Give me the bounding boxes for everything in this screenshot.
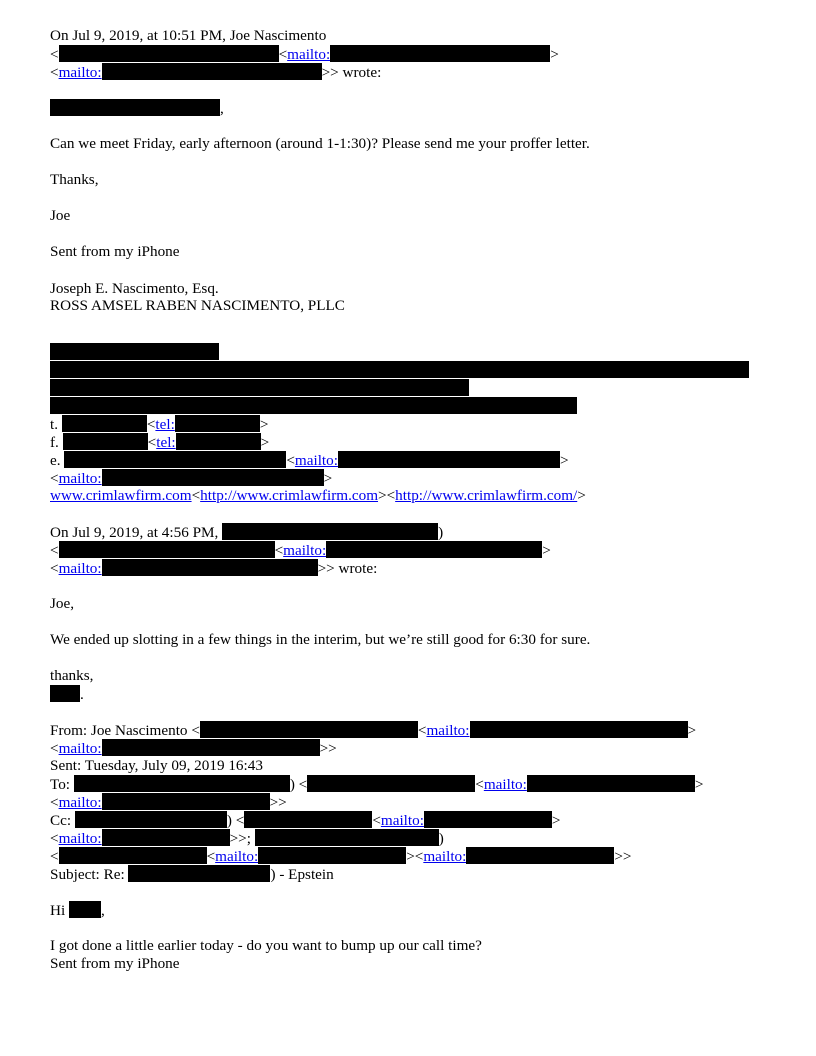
redaction bbox=[50, 379, 469, 396]
website-link[interactable]: http://www.crimlawfirm.com/ bbox=[395, 487, 578, 504]
mailto-link[interactable]: mailto: bbox=[58, 794, 102, 811]
redaction bbox=[128, 865, 270, 882]
redaction bbox=[102, 829, 230, 846]
email-from: From: Joe Nascimento < <mailto: > bbox=[50, 722, 697, 739]
tel-link[interactable]: tel: bbox=[155, 416, 175, 433]
redaction bbox=[50, 343, 219, 360]
redaction bbox=[244, 811, 372, 828]
sign-off: Thanks, bbox=[50, 171, 99, 188]
email-cc: <mailto: >>; ) bbox=[50, 830, 444, 847]
redaction bbox=[222, 523, 438, 540]
redaction bbox=[338, 451, 560, 468]
signature-email: <mailto: > bbox=[50, 470, 333, 487]
mailto-link[interactable]: mailto: bbox=[294, 452, 338, 469]
body-text: Can we meet Friday, early afternoon (around 1-1:30)? Please send me your proffer letter. bbox=[50, 135, 590, 152]
sent-from: Sent from my iPhone bbox=[50, 243, 180, 260]
mailto-link[interactable]: mailto: bbox=[58, 64, 102, 81]
redaction bbox=[527, 775, 695, 792]
redaction bbox=[470, 721, 688, 738]
redaction bbox=[176, 433, 261, 450]
redaction bbox=[200, 721, 418, 738]
signature-email: e. <mailto: > bbox=[50, 452, 569, 469]
mailto-link[interactable]: mailto: bbox=[58, 560, 102, 577]
mailto-link[interactable]: mailto: bbox=[58, 830, 102, 847]
signature-tel: t. <tel: > bbox=[50, 416, 269, 433]
redaction bbox=[102, 63, 322, 80]
email-from: <mailto: >> bbox=[50, 740, 337, 757]
mailto-link[interactable]: mailto: bbox=[380, 812, 424, 829]
redaction bbox=[59, 541, 275, 558]
redaction bbox=[102, 739, 320, 756]
redaction bbox=[424, 811, 552, 828]
mailto-link[interactable]: mailto: bbox=[58, 470, 102, 487]
redaction bbox=[102, 469, 324, 486]
redaction bbox=[102, 559, 318, 576]
redaction bbox=[50, 361, 749, 378]
redaction bbox=[258, 847, 406, 864]
greeting: Joe, bbox=[50, 595, 75, 612]
mailto-link[interactable]: mailto: bbox=[287, 46, 331, 63]
redaction bbox=[330, 45, 550, 62]
redaction bbox=[59, 45, 279, 62]
sender-initials: . bbox=[50, 685, 84, 703]
email-to: <mailto: >> bbox=[50, 794, 287, 811]
email-to: To: ) < <mailto: > bbox=[50, 776, 704, 793]
redaction bbox=[63, 433, 148, 450]
sign-off: thanks, bbox=[50, 667, 94, 684]
redaction bbox=[74, 775, 290, 792]
redaction bbox=[326, 541, 542, 558]
email-header-line: < <mailto: > bbox=[50, 46, 559, 63]
email-header-line: On Jul 9, 2019, at 10:51 PM, Joe Nascimento bbox=[50, 27, 327, 44]
email-header-line: <mailto: >> wrote: bbox=[50, 64, 382, 81]
signature-fax: f. <tel: > bbox=[50, 434, 270, 451]
signature-firm: ROSS AMSEL RABEN NASCIMENTO, PLLC bbox=[50, 297, 345, 314]
email-cc: < <mailto: ><mailto: >> bbox=[50, 848, 632, 865]
sender-name: Joe bbox=[50, 207, 71, 224]
mailto-link[interactable]: mailto: bbox=[215, 848, 259, 865]
signature-website: www.crimlawfirm.com<http://www.crimlawfirm.com><http://www.crimlawfirm.com/> bbox=[50, 487, 586, 504]
redaction bbox=[102, 793, 270, 810]
redaction bbox=[466, 847, 614, 864]
email-sent: Sent: Tuesday, July 09, 2019 16:43 bbox=[50, 757, 263, 774]
email-header-line: < <mailto: > bbox=[50, 542, 551, 559]
redaction bbox=[255, 829, 439, 846]
redaction bbox=[69, 901, 101, 918]
redaction bbox=[59, 847, 207, 864]
greeting: Hi , bbox=[50, 902, 105, 919]
redaction bbox=[307, 775, 475, 792]
tel-link[interactable]: tel: bbox=[156, 434, 176, 451]
redaction bbox=[64, 451, 286, 468]
redaction bbox=[50, 99, 220, 116]
email-subject: Subject: Re: ) - Epstein bbox=[50, 866, 334, 883]
email-header-line: <mailto: >> wrote: bbox=[50, 560, 378, 577]
mailto-link[interactable]: mailto: bbox=[283, 542, 327, 559]
sent-from: Sent from my iPhone bbox=[50, 955, 180, 972]
email-cc: Cc: ) < <mailto: > bbox=[50, 812, 561, 829]
email-header-line: On Jul 9, 2019, at 4:56 PM, ) bbox=[50, 524, 444, 541]
redaction bbox=[50, 397, 577, 414]
signature-name: Joseph E. Nascimento, Esq. bbox=[50, 280, 219, 297]
redaction bbox=[175, 415, 260, 432]
mailto-link[interactable]: mailto: bbox=[58, 740, 102, 757]
mailto-link[interactable]: mailto: bbox=[483, 776, 527, 793]
redaction bbox=[75, 811, 227, 828]
mailto-link[interactable]: mailto: bbox=[426, 722, 470, 739]
body-text: We ended up slotting in a few things in the interim, but we’re still good for 6:30 for sure. bbox=[50, 631, 591, 648]
website-link[interactable]: http://www.crimlawfirm.com bbox=[200, 487, 379, 504]
body-text: I got done a little earlier today - do you want to bump up our call time? bbox=[50, 937, 482, 954]
redaction bbox=[62, 415, 147, 432]
redaction bbox=[50, 685, 80, 702]
greeting: , bbox=[50, 99, 224, 117]
mailto-link[interactable]: mailto: bbox=[423, 848, 467, 865]
website-link[interactable]: www.crimlawfirm.com bbox=[50, 487, 192, 504]
